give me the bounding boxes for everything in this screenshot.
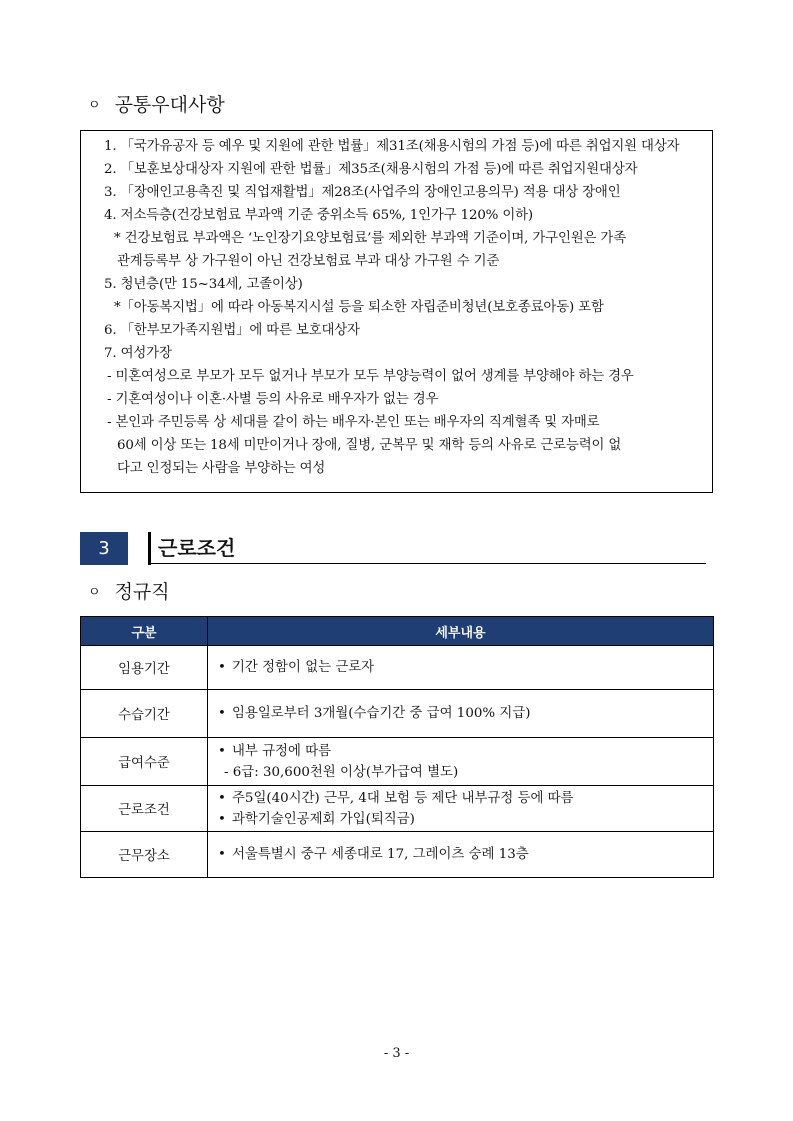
page-number: - 3 - [383,1046,410,1061]
column-header-category: 구분 [81,617,208,646]
row-content [208,738,714,786]
preference-item: 2. 「보훈보상대상자 지원에 관한 법률」제35조(채용시험의 가점 등)에 따른 취업지원대상자 [104,162,638,177]
preference-subitem-continued: 60세 이상 또는 18세 미만이거나 장애, 질병, 군복무 및 재학 등의 사유로 근로능력이 없 [117,438,622,453]
preference-subitem: - 본인과 주민등록 상 세대를 같이 하는 배우자·본인 또는 배우자의 직계혈족 및 자매로 [107,415,600,430]
preference-subitem: - 미혼여성으로 부모가 모두 없거나 부모가 모두 부양능력이 없어 생계를 부양해야 하는 경우 [107,369,634,384]
detail-text: 서울특별시 중구 세종대로 17, 그레이츠 숭례 13층 [232,847,529,862]
bullet-dot: • [218,660,226,675]
row-label: 근로조건 [81,786,208,832]
row-content [208,786,714,832]
table-row [81,786,714,832]
preference-note: *「아동복지법」에 따라 아동복지시설 등을 퇴소한 자립준비청년(보호종료아동) 포함 [114,300,604,315]
circle-bullet-icon: ㅇ [88,585,101,600]
row-content [208,646,714,690]
column-header-details: 세부내용 [208,617,714,646]
common-preference-heading [88,90,225,117]
table-row [81,690,714,738]
preference-subitem: - 기혼여성이나 이혼·사별 등의 사유로 배우자가 없는 경우 [107,392,439,407]
detail-text: 임용일로부터 3개월(수습기간 중 급여 100% 지급) [232,706,531,721]
row-label: 임용기간 [81,646,208,690]
preference-item: 3. 「장애인고용촉진 및 직업재활법」제28조(사업주의 장애인고용의무) 적용 대상 장애인 [104,185,621,200]
section-title: 근로조건 [158,536,236,560]
detail-subtext: - 6급: 30,600천원 이상(부가급여 별도) [224,764,459,780]
table-header-row [81,617,714,646]
bullet-dot: • [218,790,226,806]
working-conditions-table [80,616,714,878]
table-row [81,738,714,786]
detail-text: 기간 정함이 없는 근로자 [232,660,375,675]
bullet-dot: • [218,706,226,721]
preference-item: 5. 청년층(만 15~34세, 고졸이상) [104,277,303,292]
common-preference-box [80,130,713,493]
regular-employee-title: 정규직 [114,581,170,603]
row-content [208,690,714,738]
preference-item: 1. 「국가유공자 등 예우 및 지원에 관한 법률」제31조(채용시험의 가점 등)에 따른 취업지원 대상자 [104,139,680,154]
regular-employee-heading [88,577,170,604]
detail-text: 주5일(40시간) 근무, 4대 보험 등 제단 내부규정 등에 따름 [232,790,574,806]
section-underline [148,563,706,564]
bullet-dot: • [218,743,226,759]
detail-text: 과학기술인공제회 가입(퇴직금) [232,811,415,827]
preference-note: * 건강보험료 부과액은 ‘노인장기요양보험료’를 제외한 부과액 기준이며, 가구인원은 가족 [114,231,626,246]
preference-subitem-continued: 다고 인정되는 사람을 부양하는 여성 [117,461,326,476]
preference-item: 6. 「한부모가족지원법」에 따른 보호대상자 [104,323,360,338]
preference-item: 4. 저소득층(건강보험료 부과액 기준 중위소득 65%, 1인가구 120% 이하) [104,208,534,223]
row-label: 급여수준 [81,738,208,786]
preference-note-continued: 관계등록부 상 가구원이 아닌 건강보험료 부과 대상 가구원 수 기준 [117,254,500,269]
table-row [81,832,714,878]
table-row [81,646,714,690]
detail-text: 내부 규정에 따름 [232,743,332,759]
row-label: 수습기간 [81,690,208,738]
circle-bullet-icon: ㅇ [88,98,101,113]
row-content [208,832,714,878]
section-divider-bar [148,532,151,565]
row-label: 근무장소 [81,832,208,878]
bullet-dot: • [218,847,226,862]
preference-item: 7. 여성가장 [104,346,172,361]
bullet-dot: • [218,811,226,827]
common-preference-title: 공통우대사항 [114,94,225,116]
section-number-badge: 3 [80,532,128,565]
